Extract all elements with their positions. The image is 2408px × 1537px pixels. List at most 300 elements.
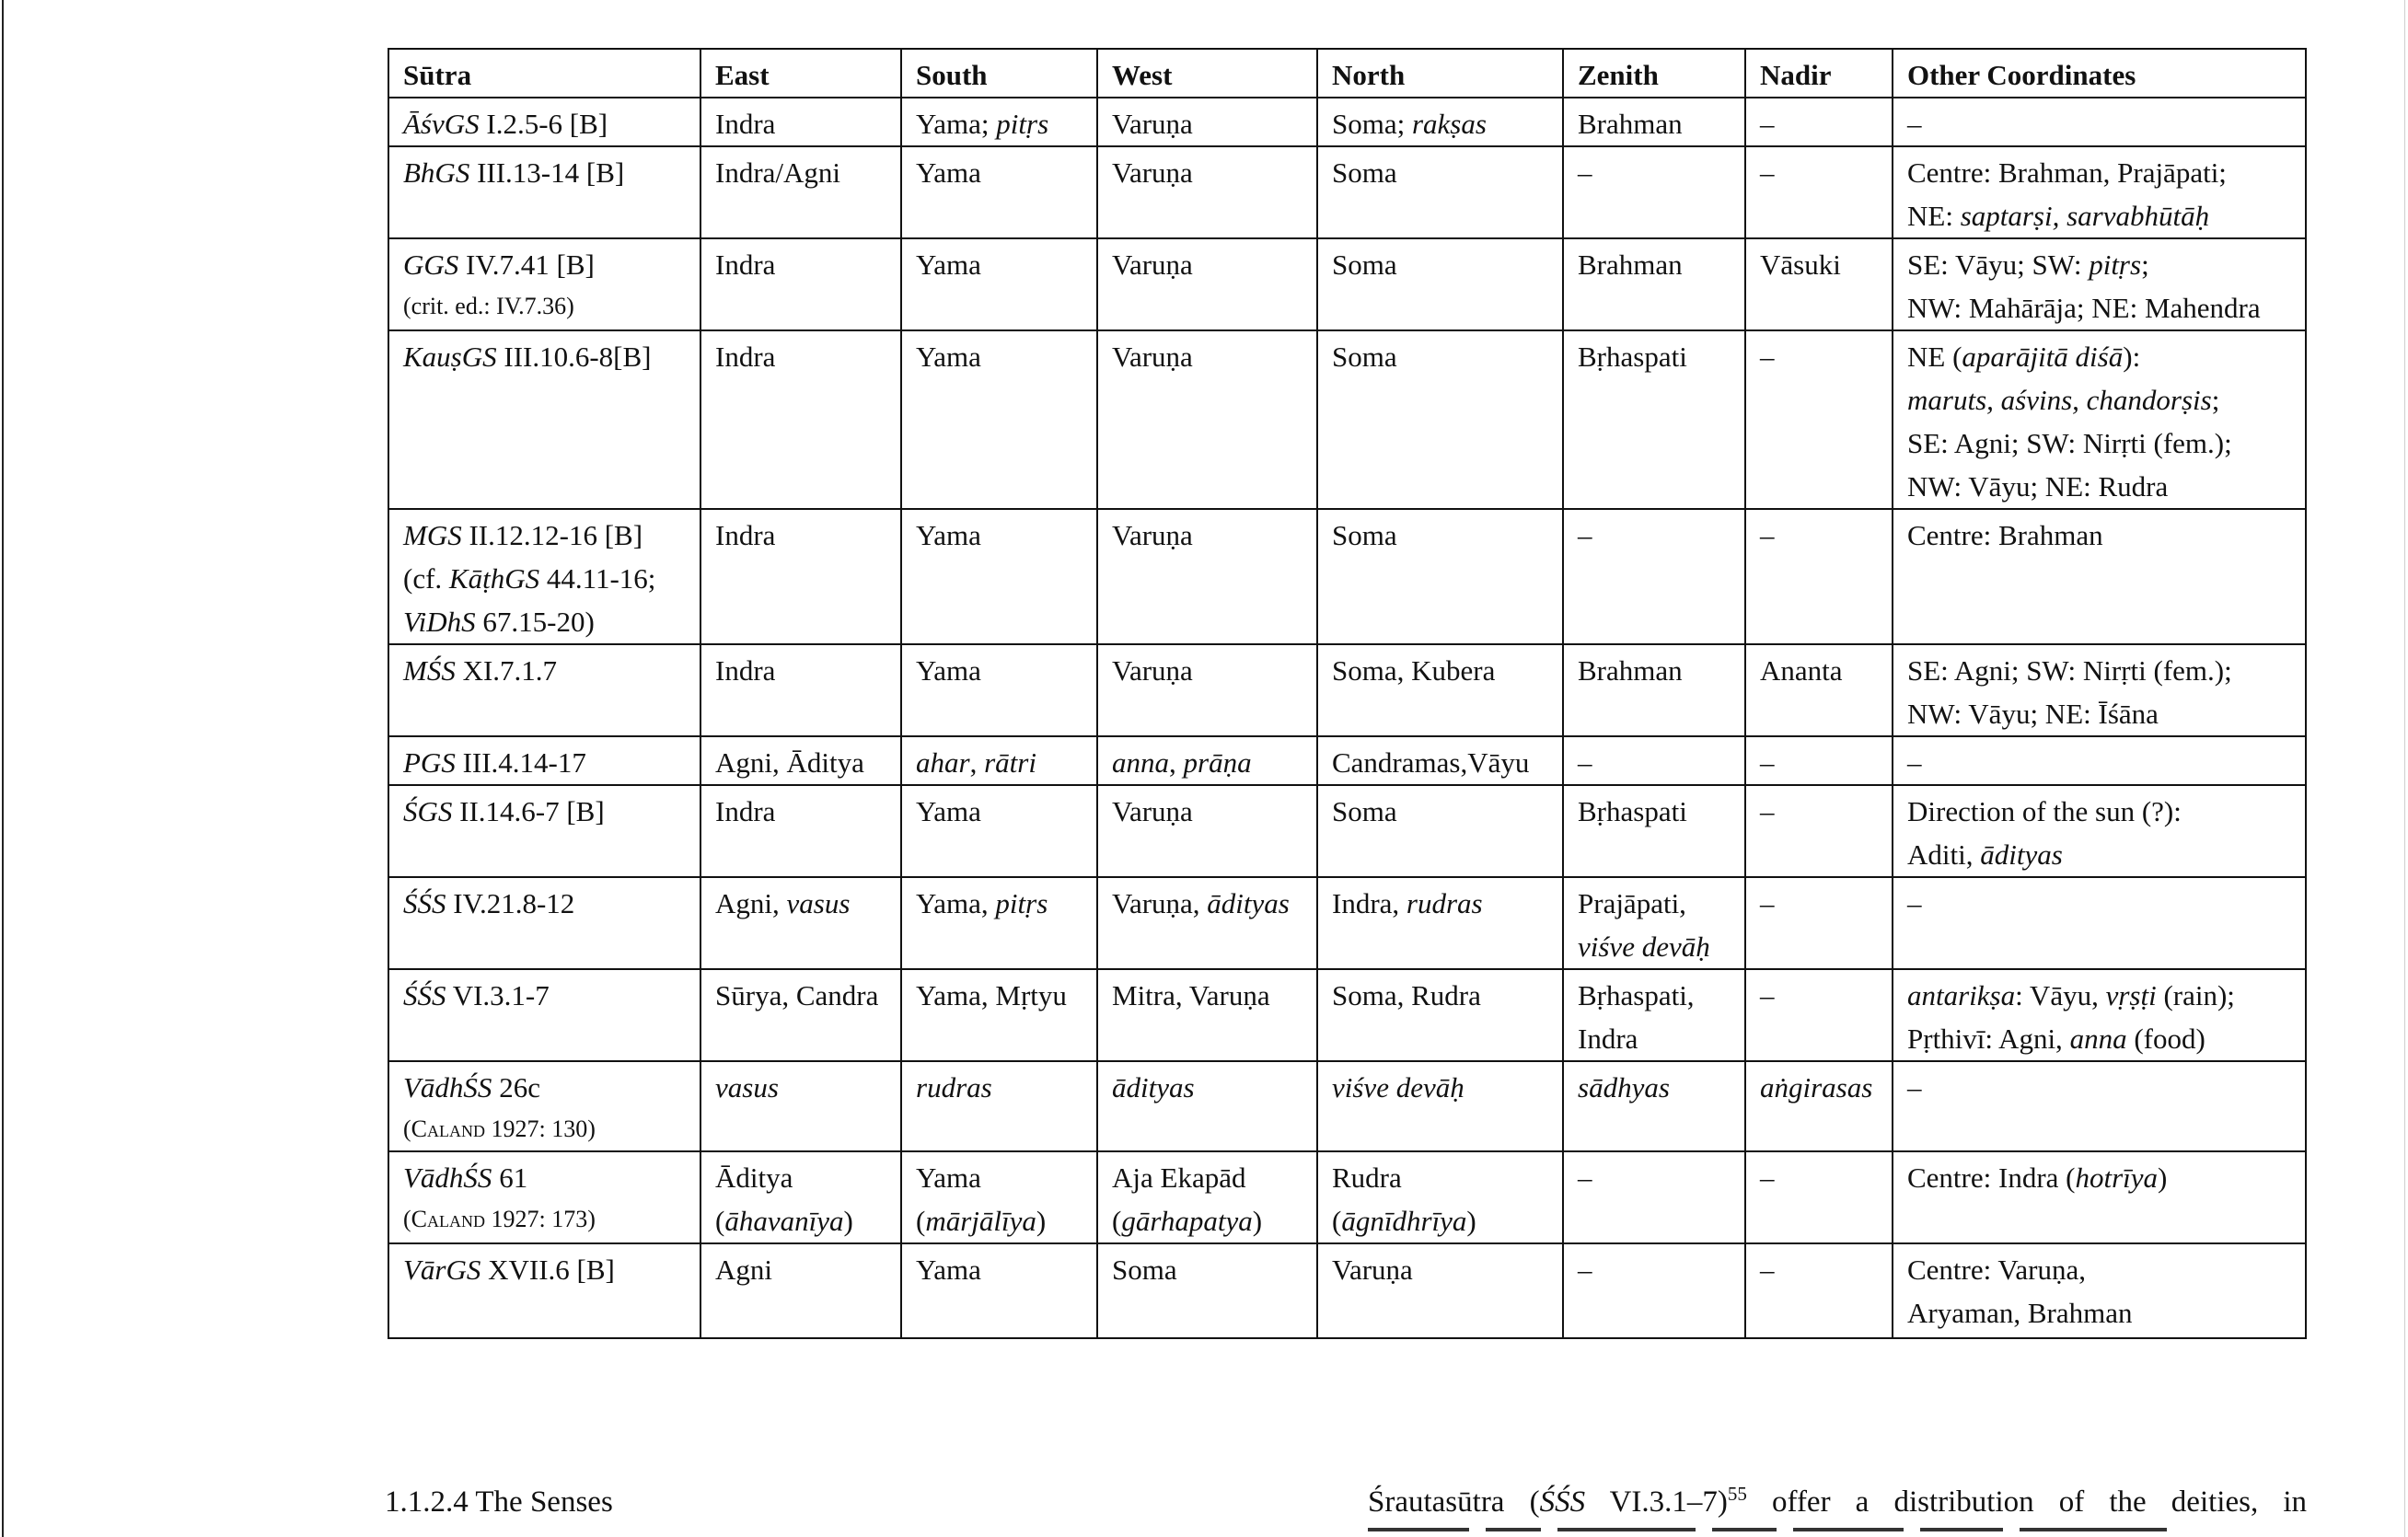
cell-text: VārGS [403, 1254, 481, 1286]
cell-line [916, 514, 1096, 557]
cell-north [1317, 736, 1563, 785]
cell-south [901, 785, 1097, 877]
cell-line [403, 1156, 700, 1199]
cell-text: ( [1332, 1205, 1342, 1237]
cell-text: – [1578, 519, 1592, 551]
cell-line [1112, 514, 1316, 557]
cell-line [715, 151, 900, 194]
cell-line [715, 974, 900, 1017]
cell-text: Yama [916, 1254, 981, 1286]
cell-line [1578, 151, 1744, 194]
cell-line [1332, 1248, 1562, 1291]
cell-line [1112, 1199, 1316, 1242]
cell-line [1578, 974, 1744, 1017]
cell-line [1907, 514, 2305, 557]
cell-other [1893, 98, 2306, 146]
cell-line [916, 790, 1096, 833]
cell-line [1760, 649, 1892, 692]
paragraph-text-start: Śrautasūtra ( [1368, 1485, 1540, 1519]
cell-line [1907, 335, 2305, 378]
cell-south [901, 1243, 1097, 1338]
cell-zenith [1563, 877, 1745, 969]
cell-line [1907, 422, 2305, 465]
cell-line [1907, 1291, 2305, 1335]
cell-text: Brahman [1578, 654, 1683, 687]
cell-line [403, 514, 700, 557]
table-row [388, 785, 2306, 877]
cell-line [1332, 102, 1562, 145]
cell-text: Varuṇa [1112, 519, 1193, 551]
cell-line [1578, 649, 1744, 692]
cell-line [403, 974, 700, 1017]
header-nadir: Nadir [1745, 49, 1893, 98]
cell-south [901, 146, 1097, 238]
cell-east [700, 877, 901, 969]
cell-text: pitṛs [2089, 248, 2142, 281]
cell-east [700, 238, 901, 330]
cell-text: – [1760, 887, 1775, 919]
cell-east [700, 785, 901, 877]
cell-line [1112, 1156, 1316, 1199]
cell-text: anna [2069, 1023, 2127, 1055]
table-row [388, 1243, 2306, 1338]
cell-line [715, 649, 900, 692]
cell-text: Yama [916, 654, 981, 687]
cell-line [403, 741, 700, 784]
cell-text: vasus [786, 887, 851, 919]
cell-other [1893, 509, 2306, 644]
cell-text: ādityas [1112, 1071, 1195, 1104]
cell-line [1332, 243, 1562, 286]
cell-text: – [1578, 1254, 1592, 1286]
cell-text: SE: Vāyu; SW: [1907, 248, 2090, 281]
cell-text: Centre: Indra ( [1907, 1161, 2076, 1194]
cell-line [403, 1248, 700, 1291]
cell-nadir [1745, 1151, 1893, 1243]
cell-line [403, 286, 700, 327]
cell-other [1893, 785, 2306, 877]
cell-line [715, 243, 900, 286]
cell-line [403, 649, 700, 692]
cell-south [901, 98, 1097, 146]
cell-line [1332, 649, 1562, 692]
cell-line [1907, 286, 2305, 329]
cell-text: – [1760, 1161, 1775, 1194]
cell-text: ahar [916, 746, 970, 779]
cell-text: pitṛs [996, 108, 1049, 140]
cell-line [403, 1109, 700, 1150]
section-heading: 1.1.2.4 The Senses [385, 1485, 613, 1519]
cell-line [1760, 243, 1892, 286]
cell-text: (food) [2126, 1023, 2205, 1055]
cell-text: III.4.14-17 [455, 746, 586, 779]
cell-text: Aditi, [1907, 838, 1981, 871]
cell-text: II.12.12-16 [B] [461, 519, 643, 551]
cell-text: Soma [1332, 248, 1397, 281]
cell-text: ( [403, 1115, 411, 1142]
cell-sutra [388, 330, 700, 509]
header-north: North [1317, 49, 1563, 98]
cell-north [1317, 98, 1563, 146]
cell-text: Varuṇa [1112, 108, 1193, 140]
cell-text: Yama; [916, 108, 997, 140]
cell-text: ādityas [1980, 838, 2063, 871]
cell-south [901, 877, 1097, 969]
cell-text: Varuṇa [1332, 1254, 1413, 1286]
cell-text: – [1760, 1254, 1775, 1286]
page-scan-edge-right [2404, 0, 2405, 1537]
cell-line [916, 649, 1096, 692]
cell-text: Indra [715, 654, 776, 687]
body-paragraph [1368, 1484, 2307, 1520]
header-west: West [1097, 49, 1317, 98]
cell-line [1760, 514, 1892, 557]
cell-line [1907, 194, 2305, 237]
cell-west [1097, 98, 1317, 146]
cell-line [715, 1248, 900, 1291]
cell-other [1893, 969, 2306, 1061]
cell-line [715, 741, 900, 784]
cell-text: – [1578, 156, 1592, 189]
cell-line [1760, 790, 1892, 833]
cell-text: – [1760, 341, 1775, 373]
paragraph-abbreviation: ŚŚS [1539, 1485, 1586, 1519]
cell-text: Soma [1332, 519, 1397, 551]
cell-north [1317, 785, 1563, 877]
cell-text: SE: Agni; SW: Nirṛti (fem.); [1907, 427, 2232, 459]
cell-text: sādhyas [1578, 1071, 1670, 1104]
cell-east [700, 644, 901, 736]
cell-sutra [388, 644, 700, 736]
cell-text: Yama [916, 156, 981, 189]
cell-text: ŚŚS [403, 887, 446, 919]
cell-line [1760, 102, 1892, 145]
cell-line [715, 1156, 900, 1199]
cell-line [1112, 151, 1316, 194]
cell-text: – [1760, 746, 1775, 779]
cell-text: ) [2158, 1161, 2168, 1194]
cell-text: Soma [1332, 341, 1397, 373]
cell-text: āhavanīya [724, 1205, 844, 1237]
cell-north [1317, 330, 1563, 509]
cell-text: 61 [492, 1161, 528, 1194]
cell-text: – [1578, 1161, 1592, 1194]
cell-east [700, 146, 901, 238]
cell-text: Vāsuki [1760, 248, 1841, 281]
header-south: South [901, 49, 1097, 98]
cell-text: Yama [916, 1161, 981, 1194]
cell-text: Direction of the sun (?): [1907, 795, 2182, 827]
cell-line [916, 102, 1096, 145]
cell-text: Brahman [1578, 248, 1683, 281]
cell-text: BhGS [403, 156, 470, 189]
cell-north [1317, 146, 1563, 238]
cell-text: Brahman [1578, 108, 1683, 140]
cell-line [1907, 649, 2305, 692]
cell-text: NW: Mahārāja; NE: Mahendra [1907, 292, 2261, 324]
cell-text: aparājitā diśā [1962, 341, 2124, 373]
cell-text: anna [1112, 746, 1169, 779]
cell-line [1578, 1066, 1744, 1109]
cell-other [1893, 1061, 2306, 1151]
cell-text: – [1907, 108, 1922, 140]
cell-north [1317, 1061, 1563, 1151]
cell-line [1112, 882, 1316, 925]
cell-south [901, 1061, 1097, 1151]
cell-text: MGS [403, 519, 462, 551]
cell-text: Caland [411, 1115, 486, 1142]
cell-text: (rain); [2156, 979, 2235, 1011]
cell-text: Soma [1332, 156, 1397, 189]
cell-line [715, 790, 900, 833]
cell-text: Yama, [916, 887, 996, 919]
cell-sutra [388, 238, 700, 330]
cell-text: I.2.5-6 [B] [479, 108, 608, 140]
footnote-marker[interactable]: 55 [1727, 1483, 1747, 1505]
cell-text: Centre: Brahman, Prajāpati; [1907, 156, 2227, 189]
cell-nadir [1745, 330, 1893, 509]
cell-text: Aryaman, Brahman [1907, 1297, 2133, 1329]
cell-text: Indra [1578, 1023, 1638, 1055]
cell-text: Indra [715, 795, 776, 827]
cell-line [403, 1199, 700, 1240]
cell-text: Soma [1332, 795, 1397, 827]
cell-nadir [1745, 1061, 1893, 1151]
cell-other [1893, 238, 2306, 330]
cell-west [1097, 644, 1317, 736]
cell-text: rakṣas [1411, 108, 1487, 140]
cell-line [1112, 102, 1316, 145]
cell-south [901, 330, 1097, 509]
cell-line [916, 882, 1096, 925]
cell-sutra [388, 969, 700, 1061]
cell-south [901, 1151, 1097, 1243]
cell-line [1907, 151, 2305, 194]
cell-line [1907, 692, 2305, 735]
cell-text: Ananta [1760, 654, 1843, 687]
cell-text: maruts, aśvins, chandorṣis [1907, 384, 2212, 416]
cell-line [403, 243, 700, 286]
cell-line [1578, 514, 1744, 557]
table-row [388, 736, 2306, 785]
cell-text: rudras [1406, 887, 1483, 919]
table-row [388, 877, 2306, 969]
cell-line [1760, 741, 1892, 784]
cell-text: prāṇa [1183, 746, 1252, 779]
cell-text: 1927: 130) [485, 1115, 596, 1142]
cell-north [1317, 238, 1563, 330]
cell-text: 26c [492, 1071, 540, 1104]
cell-zenith [1563, 736, 1745, 785]
table-row [388, 1151, 2306, 1243]
cell-text: Indra [715, 519, 776, 551]
cell-other [1893, 877, 2306, 969]
cell-east [700, 969, 901, 1061]
cell-text: Yama [916, 795, 981, 827]
cell-zenith [1563, 98, 1745, 146]
cell-text: IV.21.8-12 [446, 887, 575, 919]
cell-line [1907, 243, 2305, 286]
cell-north [1317, 1243, 1563, 1338]
cell-line [1760, 1066, 1892, 1109]
cell-text: ) [1036, 1205, 1047, 1237]
cell-text: mārjālīya [925, 1205, 1036, 1237]
cell-text: Indra [715, 341, 776, 373]
cell-text: III.10.6-8[B] [496, 341, 652, 373]
cell-north [1317, 644, 1563, 736]
cell-nadir [1745, 146, 1893, 238]
cell-west [1097, 509, 1317, 644]
cell-text: XVII.6 [B] [480, 1254, 615, 1286]
cell-text: VI.3.1-7 [446, 979, 550, 1011]
cell-south [901, 509, 1097, 644]
cell-text: , [1169, 746, 1184, 779]
cell-text: hotrīya [2075, 1161, 2159, 1194]
cell-text: Yama [916, 519, 981, 551]
cell-text: 44.11-16; [539, 562, 656, 595]
cell-west [1097, 1243, 1317, 1338]
cell-line [1760, 151, 1892, 194]
cell-other [1893, 736, 2306, 785]
cell-line [1578, 882, 1744, 925]
cell-text: NW: Vāyu; NE: Īśāna [1907, 698, 2159, 730]
cell-west [1097, 1151, 1317, 1243]
cell-east [700, 1061, 901, 1151]
cell-other [1893, 330, 2306, 509]
cell-line [916, 335, 1096, 378]
cell-line [1332, 741, 1562, 784]
cell-text: – [1578, 746, 1592, 779]
cell-north [1317, 509, 1563, 644]
cell-line [1907, 1248, 2305, 1291]
cell-line [1760, 882, 1892, 925]
cell-nadir [1745, 98, 1893, 146]
cell-text: Agni, Āditya [715, 746, 864, 779]
cell-line [1332, 514, 1562, 557]
cell-west [1097, 1061, 1317, 1151]
cell-sutra [388, 98, 700, 146]
cell-text: : Vāyu, [2015, 979, 2106, 1011]
cell-line [1578, 790, 1744, 833]
cell-north [1317, 1151, 1563, 1243]
cell-west [1097, 736, 1317, 785]
cell-text: Yama [916, 248, 981, 281]
paragraph-next-line-cropped [1368, 1528, 2307, 1537]
cell-text: – [1907, 887, 1922, 919]
cell-line [1332, 974, 1562, 1017]
cell-line [403, 1066, 700, 1109]
cell-sutra [388, 877, 700, 969]
cell-text: ) [843, 1205, 853, 1237]
cell-line [1112, 243, 1316, 286]
cell-line [916, 1248, 1096, 1291]
cell-zenith [1563, 509, 1745, 644]
cell-east [700, 98, 901, 146]
cell-line [1112, 335, 1316, 378]
page-scan-edge-left [2, 0, 4, 1537]
cell-line [1760, 335, 1892, 378]
cell-line [1112, 649, 1316, 692]
cell-line [1578, 741, 1744, 784]
cell-other [1893, 1151, 2306, 1243]
cell-other [1893, 644, 2306, 736]
cell-zenith [1563, 1243, 1745, 1338]
cell-text: pitṛs [995, 887, 1048, 919]
cell-line [916, 1066, 1096, 1109]
cell-line [1332, 1066, 1562, 1109]
cell-line [403, 557, 700, 600]
cell-text: ( [916, 1205, 926, 1237]
cell-text: viśve devāḥ [1578, 930, 1710, 963]
cell-line [1112, 741, 1316, 784]
cell-line [916, 151, 1096, 194]
cell-zenith [1563, 1151, 1745, 1243]
cell-line [1760, 974, 1892, 1017]
cell-sutra [388, 509, 700, 644]
cell-text: MŚS [403, 654, 456, 687]
cell-text: Yama [916, 341, 981, 373]
cell-zenith [1563, 330, 1745, 509]
cell-line [1332, 1156, 1562, 1199]
cell-line [1578, 335, 1744, 378]
cell-line [1112, 790, 1316, 833]
cell-text: Indra/Agni [715, 156, 841, 189]
cell-text: Soma [1112, 1254, 1177, 1286]
cell-text: ) [1252, 1205, 1263, 1237]
cell-text: rātri [984, 746, 1036, 779]
cell-nadir [1745, 785, 1893, 877]
cell-text: Bṛhaspati [1578, 795, 1687, 827]
cell-text: antarikṣa [1907, 979, 2016, 1011]
table-row [388, 509, 2306, 644]
cell-text: SE: Agni; SW: Nirṛti (fem.); [1907, 654, 2232, 687]
cell-text: Candramas,Vāyu [1332, 746, 1530, 779]
cell-text: Indra [715, 248, 776, 281]
paragraph-reference: VI.3.1–7) [1585, 1485, 1728, 1519]
cell-text: NW: Vāyu; NE: Rudra [1907, 470, 2169, 503]
cell-text: āgnīdhrīya [1341, 1205, 1467, 1237]
cell-text: – [1907, 1071, 1922, 1104]
cell-line [403, 600, 700, 643]
cell-line [715, 1066, 900, 1109]
cell-zenith [1563, 785, 1745, 877]
cell-line [916, 243, 1096, 286]
cell-other [1893, 146, 2306, 238]
cell-text: aṅgirasas [1760, 1071, 1873, 1104]
cell-text: ĀśvGS [403, 108, 480, 140]
cell-text: Mitra, Varuṇa [1112, 979, 1270, 1011]
cell-text: Centre: Brahman [1907, 519, 2103, 551]
cell-text: Soma, Rudra [1332, 979, 1481, 1011]
cell-text: II.14.6-7 [B] [452, 795, 605, 827]
cell-west [1097, 238, 1317, 330]
cell-nadir [1745, 969, 1893, 1061]
cell-south [901, 969, 1097, 1061]
cell-line [1760, 1248, 1892, 1291]
cell-zenith [1563, 146, 1745, 238]
cell-line [1907, 1017, 2305, 1060]
cell-text: Sūrya, Candra [715, 979, 879, 1011]
cell-line [1332, 335, 1562, 378]
cell-text: saptarṣi, sarvabhūtāḥ [1960, 200, 2210, 232]
cell-east [700, 1151, 901, 1243]
cell-line [403, 335, 700, 378]
cell-east [700, 330, 901, 509]
cell-sutra [388, 1061, 700, 1151]
cell-line [1907, 102, 2305, 145]
cell-line [403, 882, 700, 925]
cell-west [1097, 785, 1317, 877]
